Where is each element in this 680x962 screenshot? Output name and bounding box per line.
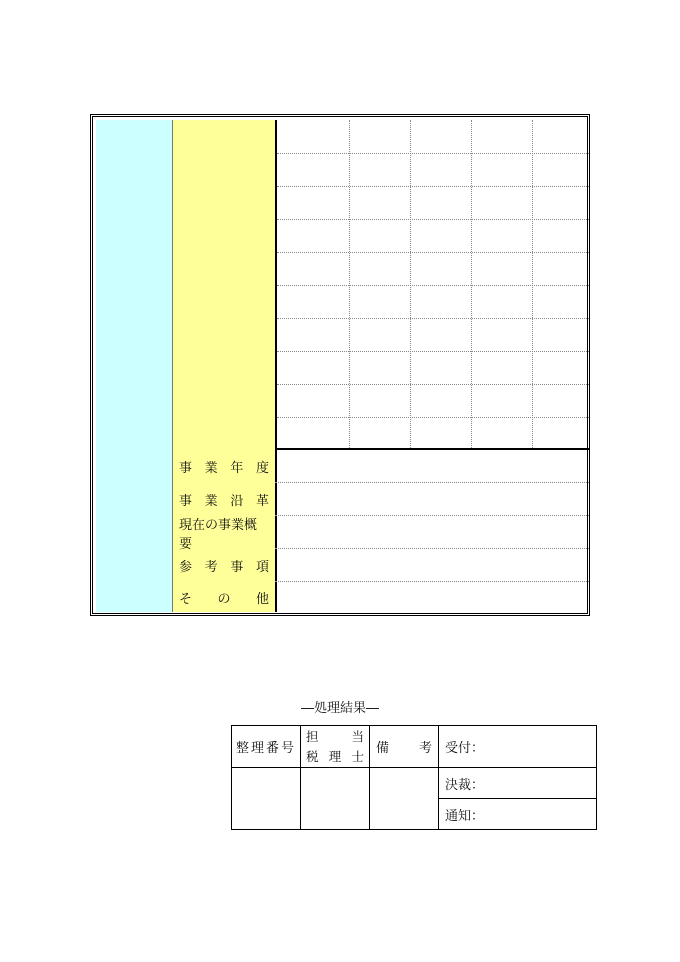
remarks-value-cell[interactable] [370,768,439,830]
other-field[interactable] [275,582,589,612]
business-year-field[interactable] [275,450,589,483]
number-value-cell[interactable] [232,768,301,830]
processing-result-table [231,725,597,830]
result-title: ―処理結果― [300,701,379,716]
left-blank-column [96,120,173,612]
label-other: そ の 他 [179,591,269,607]
row-other [173,582,589,612]
business-history-field[interactable] [275,483,589,516]
label-business-history: 事 業 沿 革 [179,494,269,509]
notice-cell: 通知： [439,799,597,830]
reference-field[interactable] [275,549,589,582]
label-business-year: 事 業 年 度 [179,461,269,476]
row-business-history [173,483,589,516]
decision-cell: 決裁： [439,768,597,799]
row-business-year [173,450,589,483]
label-current-business: 現在の事業概要 [179,517,258,552]
header-number: 整理番号 [232,726,301,768]
header-tax-accountant: 担 当 税 理 士 [301,726,370,768]
header-remarks: 備 考 [370,726,439,768]
received-cell: 受付： [439,726,597,768]
entry-grid [275,120,589,450]
label-reference: 参 考 事 項 [179,560,269,575]
business-history-form [90,114,590,616]
current-business-field[interactable] [275,516,589,549]
row-current-business [173,516,589,552]
row-reference [173,549,589,582]
tax-accountant-value-cell[interactable] [301,768,370,830]
